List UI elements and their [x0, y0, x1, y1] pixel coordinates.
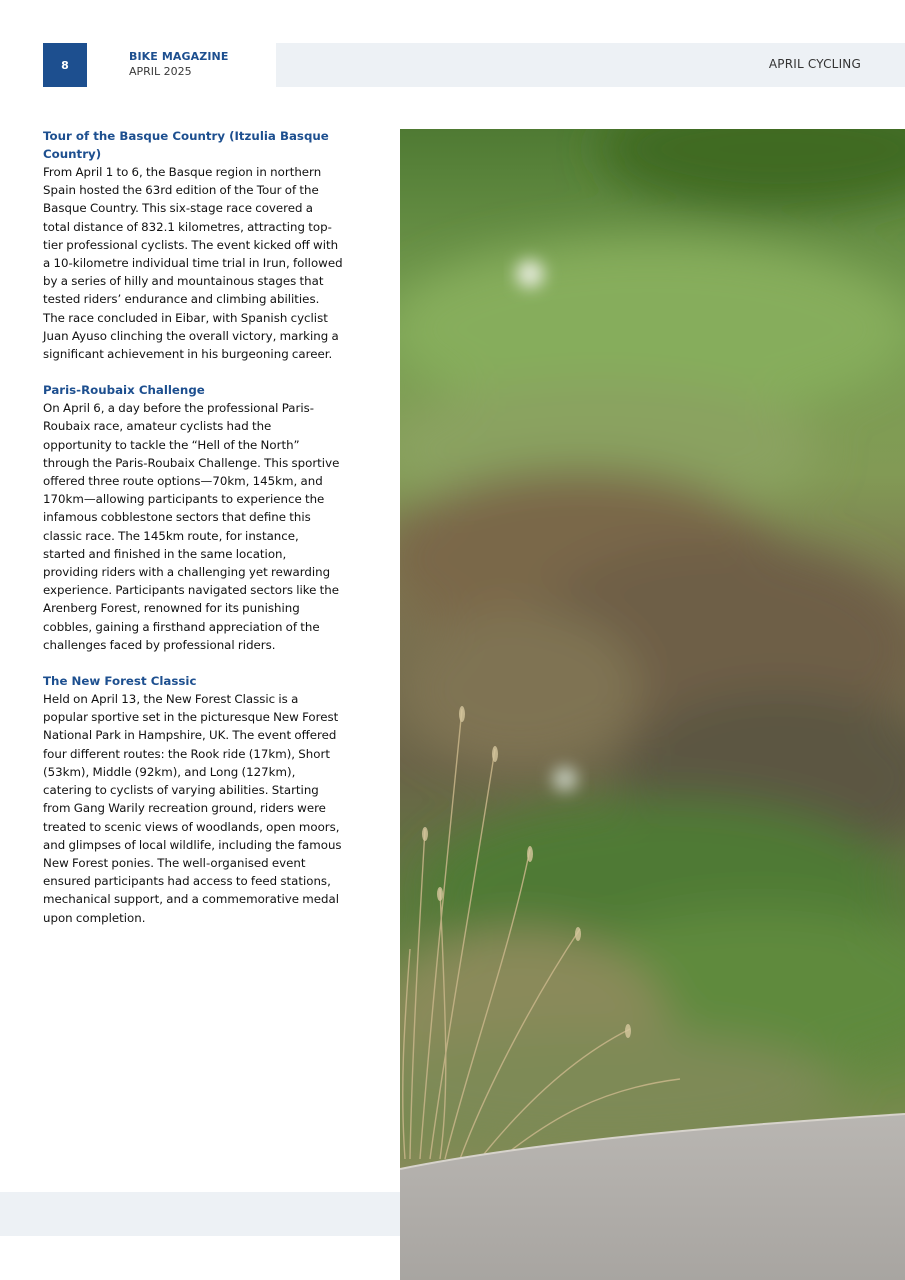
page-number-badge: 8 [43, 43, 87, 87]
roadside-grass-photo [400, 129, 905, 1280]
article-body: On April 6, a day before the professional Paris-Roubaix race, amateur cyclists had the opportunity to tackle the “Hell of the North” through the Paris-Roubaix Challenge. This sportive offered three route options—70km, 145km, and 170km—allowing participants to experience the infamous cobblestone sectors that define this classic race. The 145km route, for instance, started and finished in the same location, providing riders with a challenging yet rewarding experience. Participants navigated sectors like the Arenberg Forest, renowned for its punishing cobbles, gaining a firsthand appreciation of the challenges faced by professional riders. [43, 401, 340, 652]
article-body: From April 1 to 6, the Basque region in northern Spain hosted the 63rd edition of the Tour of the Basque Country. This six-stage race covered a total distance of 832.1 kilometres, attracting top-tier professional cyclists. The event kicked off with a 10-kilometre individual time trial in Irun, followed by a series of hilly and mountainous stages that tested riders’ endurance and climbing abilities. The race concluded in Eibar, with Spanish cyclist Juan Ayuso clinching the overall victory, marking a significant achievement in his burgeoning career. [43, 165, 343, 362]
issue-date: APRIL 2025 [129, 65, 192, 78]
section-title: APRIL CYCLING [768, 57, 861, 71]
magazine-name: BIKE MAGAZINE [129, 50, 229, 63]
footer-band [0, 1192, 400, 1236]
masthead [129, 50, 228, 78]
article-new-forest [43, 672, 343, 927]
article-title: Tour of the Basque Country (Itzulia Basque Country) [43, 129, 329, 161]
article-body: Held on April 13, the New Forest Classic is a popular sportive set in the picturesque New Forest National Park in Hampshire, UK. The event offered four different routes: the Rook ride (17km), Short (53km), Middle (92km), and Long (127km), catering to cyclists of varying abilities. Starting from Gang Warily recreation ground, riders were treated to scenic views of woodlands, open moors, and glimpses of local wildlife, including the famous New Forest ponies. The well-organised event ensured participants had access to feed stations, mechanical support, and a commemorative medal upon completion. [43, 692, 342, 925]
article-title: The New Forest Classic [43, 674, 197, 689]
article-column [43, 127, 343, 945]
article-title: Paris-Roubaix Challenge [43, 383, 205, 398]
article-paris-roubaix [43, 381, 343, 654]
article-basque-country [43, 127, 343, 363]
